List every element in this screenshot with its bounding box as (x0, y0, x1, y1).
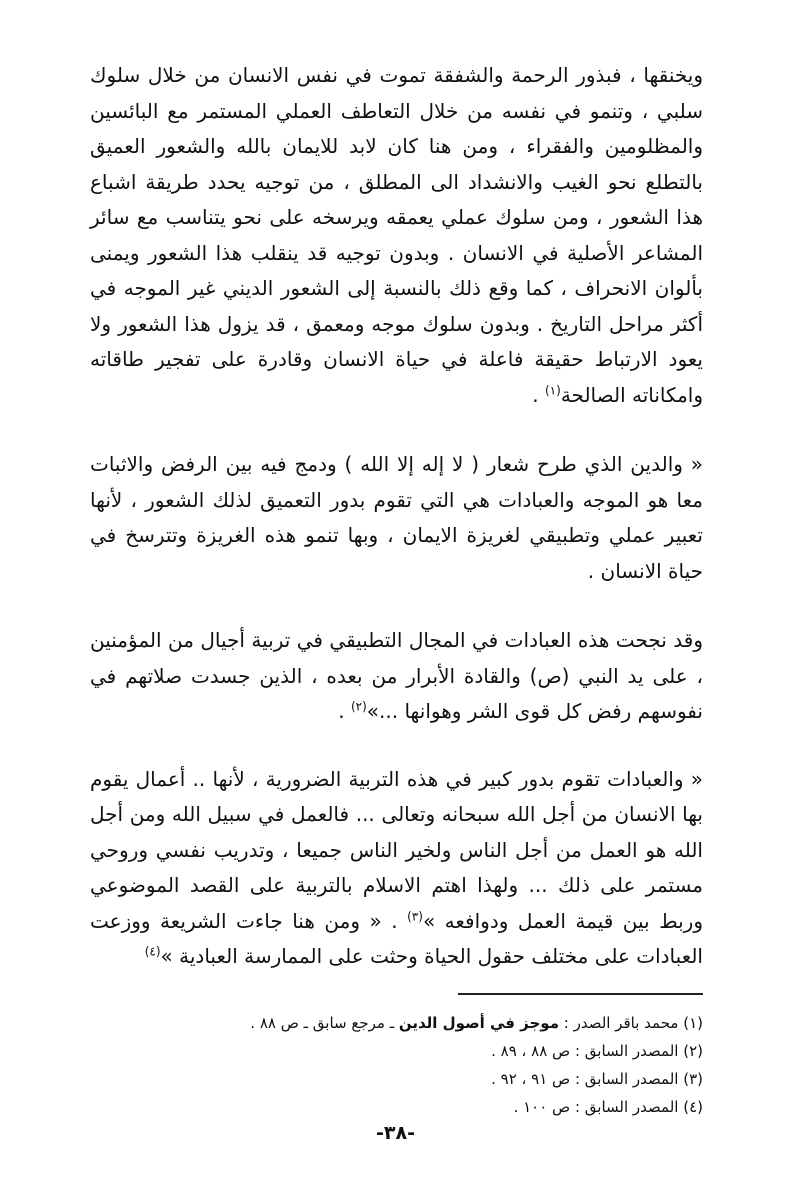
paragraph-3-text: وقد نجحت هذه العبادات في المجال التطبيقي في تربية أجيال من المؤمنين ، على يد النبي (ص) والقادة الأبرار من بعده ، الذين جسدت صلاتهم في نفوسهم رفض كل قوى الشر وهوانها ...» (90, 628, 703, 723)
paragraph-4-middle: . « ومن هنا جاءت الشريعة ووزعت العبادات على مختلف حقول الحياة وحثت على الممارسة العبادية » (90, 908, 703, 968)
paragraph-2-text: « والدين الذي طرح شعار ( لا إله إلا الله ) ودمج فيه بين الرفض والاثبات معا هو الموجه والعبادات هي التي تقوم بدور التعميق لذلك الشعور ، لأنها تعبير عملي وتطبيقي لغريزة الايمان ، وبها تنمو هذه الغريزة وتترسخ في حياة الانسان . (90, 452, 703, 583)
footnote-2 (90, 1037, 703, 1065)
footnote-1-title: موجز في أصول الدين (398, 1013, 559, 1032)
footnote-1-suffix: ـ مرجع سابق ـ ص ٨٨ . (250, 1013, 399, 1032)
footnotes (90, 1009, 703, 1121)
paragraph-4-text: « والعبادات تقوم بدور كبير في هذه التربية الضرورية ، لأنها .. أعمال يقوم بها الانسان من أجل الله سبحانه وتعالى ... فالعمل في سبيل الله ومن أجل الله هو العمل من أجل الناس ولخير الناس جميعا ، وتدريب نفسي وروحي مستمر على ذلك ... ولهذا اهتم الاسلام بالتربية على القصد الموضوعي وربط بين قيمة العمل ودوافعه » (90, 766, 703, 933)
footnote-ref-2: (٢) (350, 699, 367, 714)
footnote-ref-4: (٤) (144, 944, 161, 959)
footnote-2-text: (٢) المصدر السابق : ص ٨٨ ، ٨٩ . (491, 1041, 703, 1060)
footnote-ref-1: (١) (544, 382, 561, 397)
paragraph-1 (90, 58, 703, 413)
paragraph-1-text: ويخنقها ، فبذور الرحمة والشفقة تموت في نفس الانسان من خلال سلوك سلبي ، وتنمو في نفسه من خلال التعاطف العملي المستمر مع البائسين والمظلومين والفقراء ، ومن هنا كان لابد للايمان بالله والشعور العميق بالتطلع نحو الغيب والانشداد الى المطلق ، من توجيه يحدد طريقة اشباع هذا الشعور ، ومن سلوك عملي يعمقه ويرسخه على نحو يتناسب مع سائر المشاعر الأصلية في الانسان . وبدون توجيه قد ينقلب هذا الشعور ويمنى بألوان الانحراف ، كما وقع ذلك بالنسبة إلى الشعور الديني غير الموجه في أكثر مراحل التاريخ . وبدون سلوك موجه ومعمق ، قد يزول هذا الشعور ولا يعود الارتباط حقيقة فاعلة في حياة الانسان وقادرة على تفجير طاقاته وامكاناته الصالحة (90, 63, 703, 407)
paragraph-1-end: . (532, 382, 545, 407)
footnote-3 (90, 1065, 703, 1093)
footnote-1 (90, 1009, 703, 1037)
paragraph-3-end: . (338, 699, 351, 723)
footnote-1-prefix: (١) محمد باقر الصدر : (559, 1013, 703, 1032)
footnote-ref-3: (٣) (407, 908, 423, 923)
paragraph-4 (90, 762, 703, 975)
footnote-3-text: (٣) المصدر السابق : ص ٩١ ، ٩٢ . (491, 1069, 703, 1088)
paragraph-3 (90, 623, 703, 730)
footnote-4 (90, 1093, 703, 1121)
page-number: -٣٨- (376, 1122, 415, 1144)
footnote-divider (458, 993, 703, 995)
footnote-4-text: (٤) المصدر السابق : ص ١٠٠ . (513, 1097, 703, 1116)
paragraph-2 (90, 447, 703, 589)
